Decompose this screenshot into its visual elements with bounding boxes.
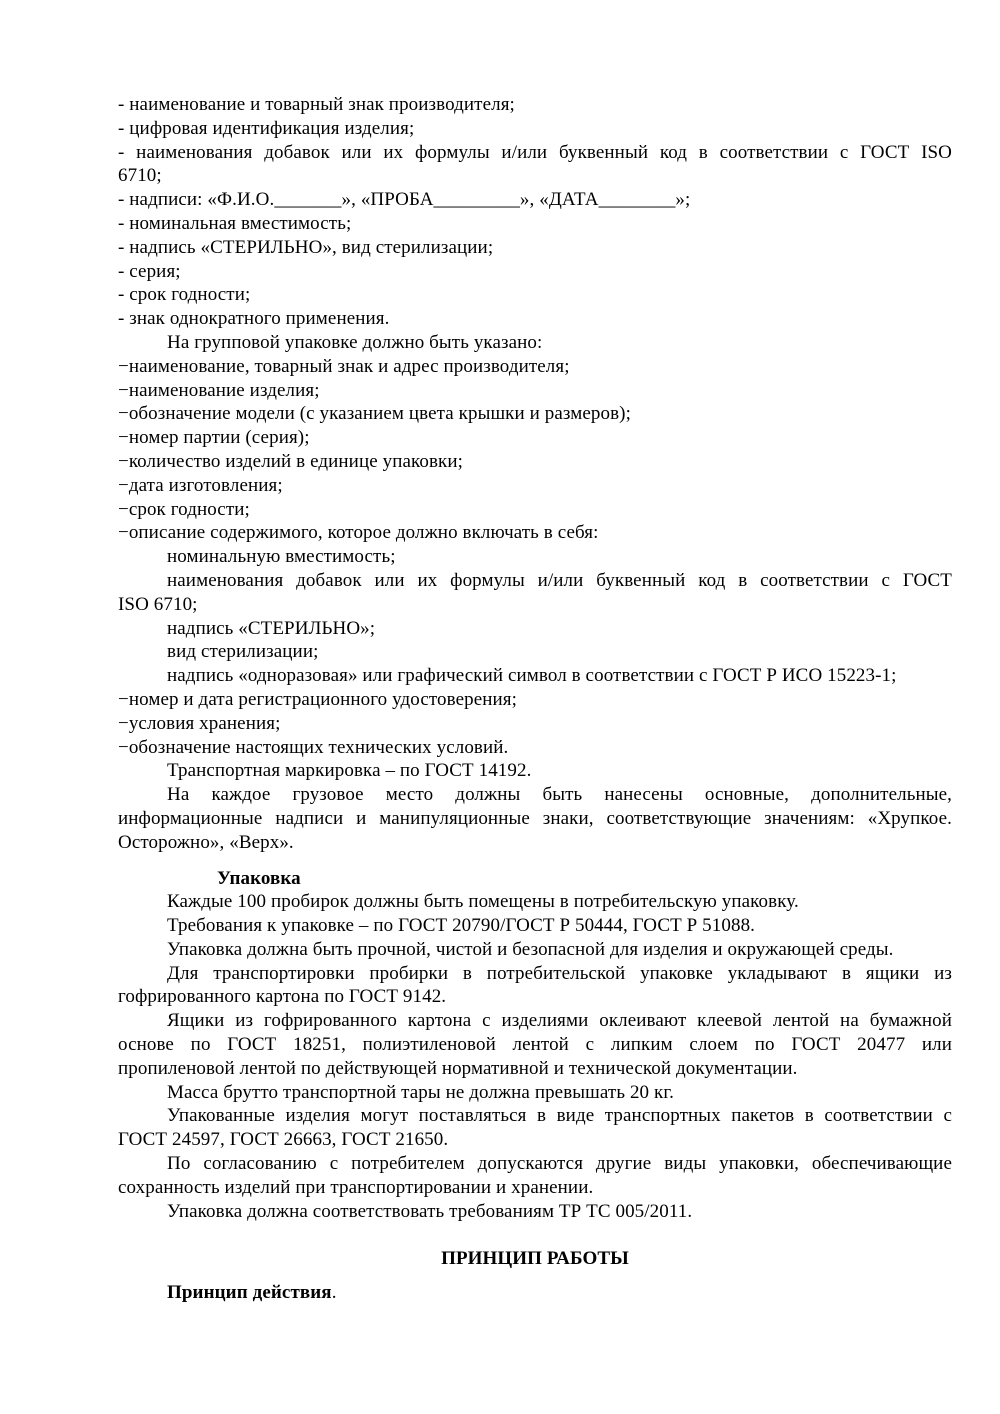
list-item-hyphen — [118, 188, 952, 212]
list-item-dash — [118, 521, 952, 545]
text-line: Упаковка — [217, 867, 301, 889]
text-line: Для транспортировки пробирки в потребительской упаковке укладывают в ящики из — [167, 962, 952, 984]
body-paragraph — [118, 783, 952, 854]
sub-list-item — [118, 617, 952, 641]
sub-list-item — [118, 664, 952, 688]
list-item-hyphen — [118, 236, 952, 260]
text-line: надпись «СТЕРИЛЬНО»; — [167, 617, 376, 639]
sub-list-item — [118, 545, 952, 569]
text-line: −дата изготовления; — [118, 474, 283, 496]
list-item-dash — [118, 712, 952, 736]
list-item-hyphen — [118, 93, 952, 117]
body-paragraph — [118, 962, 952, 1010]
text-line: Ящики из гофрированного картона с изделиями оклеивают клеевой лентой на бумажной — [167, 1010, 952, 1032]
text-line: −наименование, товарный знак и адрес производителя; — [118, 355, 570, 377]
text-line: 6710; — [118, 165, 162, 187]
sub-list-item — [118, 569, 952, 617]
section-heading-princip-raboty — [118, 1247, 952, 1271]
list-item-hyphen — [118, 212, 952, 236]
document-body — [118, 93, 952, 1305]
body-paragraph — [118, 1281, 952, 1305]
text-line: Требования к упаковке – по ГОСТ 20790/ГОСТ Р 50444, ГОСТ Р 51088. — [167, 915, 756, 937]
list-item-hyphen — [118, 260, 952, 284]
text-line: −номер партии (серия); — [118, 427, 310, 449]
text-line: сохранность изделий при транспортировании и хранении. — [118, 1176, 594, 1198]
list-item-dash — [118, 450, 952, 474]
list-item-dash — [118, 379, 952, 403]
body-paragraph — [118, 1009, 952, 1080]
text-line: По согласованию с потребителем допускаются другие виды упаковки, обеспечивающие — [167, 1153, 952, 1175]
text-line: - номинальная вместимость; — [118, 212, 352, 234]
text-line: - серия; — [118, 260, 181, 282]
text-line: вид стерилизации; — [167, 641, 319, 663]
text-line: информационные надписи и манипуляционные знаки, соответствующие значениям: «Хрупкое. — [118, 807, 952, 829]
text-line: −номер и дата регистрационного удостоверения; — [118, 688, 518, 710]
list-item-hyphen — [118, 141, 952, 189]
text-line: - наименования добавок или их формулы и/или буквенный код в соответствии с ГОСТ ISO — [118, 141, 952, 163]
text-line: −описание содержимого, которое должно включать в себя: — [118, 522, 599, 544]
text-line: - цифровая идентификация изделия; — [118, 117, 415, 139]
text-line: На групповой упаковке должно быть указано: — [167, 331, 543, 353]
text-line: ПРИНЦИП РАБОТЫ — [441, 1248, 629, 1270]
list-item-dash — [118, 688, 952, 712]
text-line: гофрированного картона по ГОСТ 9142. — [118, 986, 447, 1008]
text-line — [118, 1281, 952, 1305]
text-line: Упаковка должна соответствовать требованиям ТР ТС 005/2011. — [167, 1200, 693, 1222]
text-line: ГОСТ 24597, ГОСТ 26663, ГОСТ 21650. — [118, 1129, 449, 1151]
text-line: - надписи: «Ф.И.О._______», «ПРОБА_________», «ДАТА________»; — [118, 189, 691, 211]
text-line: Масса брутто транспортной тары не должна превышать 20 кг. — [167, 1081, 674, 1103]
text-line: −обозначение настоящих технических условий. — [118, 736, 509, 758]
body-paragraph — [118, 890, 952, 914]
body-paragraph — [118, 938, 952, 962]
list-item-dash — [118, 355, 952, 379]
text-line: Осторожно», «Верх». — [118, 831, 294, 853]
text-line: Упакованные изделия могут поставляться в виде транспортных пакетов в соответствии с — [167, 1105, 952, 1127]
body-paragraph — [118, 1200, 952, 1224]
section-heading-upakovka — [118, 867, 952, 891]
text-line: −обозначение модели (с указанием цвета крышки и размеров); — [118, 403, 631, 425]
list-item-hyphen — [118, 283, 952, 307]
text-line: −условия хранения; — [118, 712, 281, 734]
text-line: ISO 6710; — [118, 593, 198, 615]
list-item-dash — [118, 402, 952, 426]
body-paragraph — [118, 1152, 952, 1200]
list-item-dash — [118, 474, 952, 498]
text-line: −срок годности; — [118, 498, 250, 520]
body-paragraph — [118, 914, 952, 938]
list-item-hyphen — [118, 307, 952, 331]
text-line: Каждые 100 пробирок должны быть помещены в потребительскую упаковку. — [167, 891, 799, 913]
text-line: Транспортная маркировка – по ГОСТ 14192. — [167, 760, 532, 782]
text-line: - срок годности; — [118, 284, 251, 306]
body-paragraph — [118, 1104, 952, 1152]
text-line: пропиленовой лентой по действующей нормативной и технической документации. — [118, 1057, 798, 1079]
text-run: . — [331, 1282, 337, 1304]
text-line: - знак однократного применения. — [118, 308, 390, 330]
sub-list-item — [118, 640, 952, 664]
text-line: −количество изделий в единице упаковки; — [118, 450, 464, 472]
text-line: основе по ГОСТ 18251, полиэтиленовой лентой с липким слоем по ГОСТ 20477 или — [118, 1034, 952, 1056]
text-line: номинальную вместимость; — [167, 546, 396, 568]
list-item-hyphen — [118, 117, 952, 141]
list-item-dash — [118, 498, 952, 522]
bold-run: Принцип действия — [167, 1282, 332, 1304]
body-paragraph — [118, 759, 952, 783]
text-line: Упаковка должна быть прочной, чистой и безопасной для изделия и окружающей среды. — [167, 938, 894, 960]
text-line: наименования добавок или их формулы и/или буквенный код в соответствии с ГОСТ — [167, 569, 952, 591]
text-line: На каждое грузовое место должны быть нанесены основные, дополнительные, — [167, 784, 952, 806]
text-line: −наименование изделия; — [118, 379, 320, 401]
list-item-dash — [118, 426, 952, 450]
body-paragraph — [118, 331, 952, 355]
text-line: - наименование и товарный знак производителя; — [118, 94, 515, 115]
text-line: надпись «одноразовая» или графический символ в соответствии с ГОСТ Р ИСО 15223-1; — [167, 665, 897, 687]
text-line: - надпись «СТЕРИЛЬНО», вид стерилизации; — [118, 236, 494, 258]
list-item-dash — [118, 736, 952, 760]
body-paragraph — [118, 1081, 952, 1105]
